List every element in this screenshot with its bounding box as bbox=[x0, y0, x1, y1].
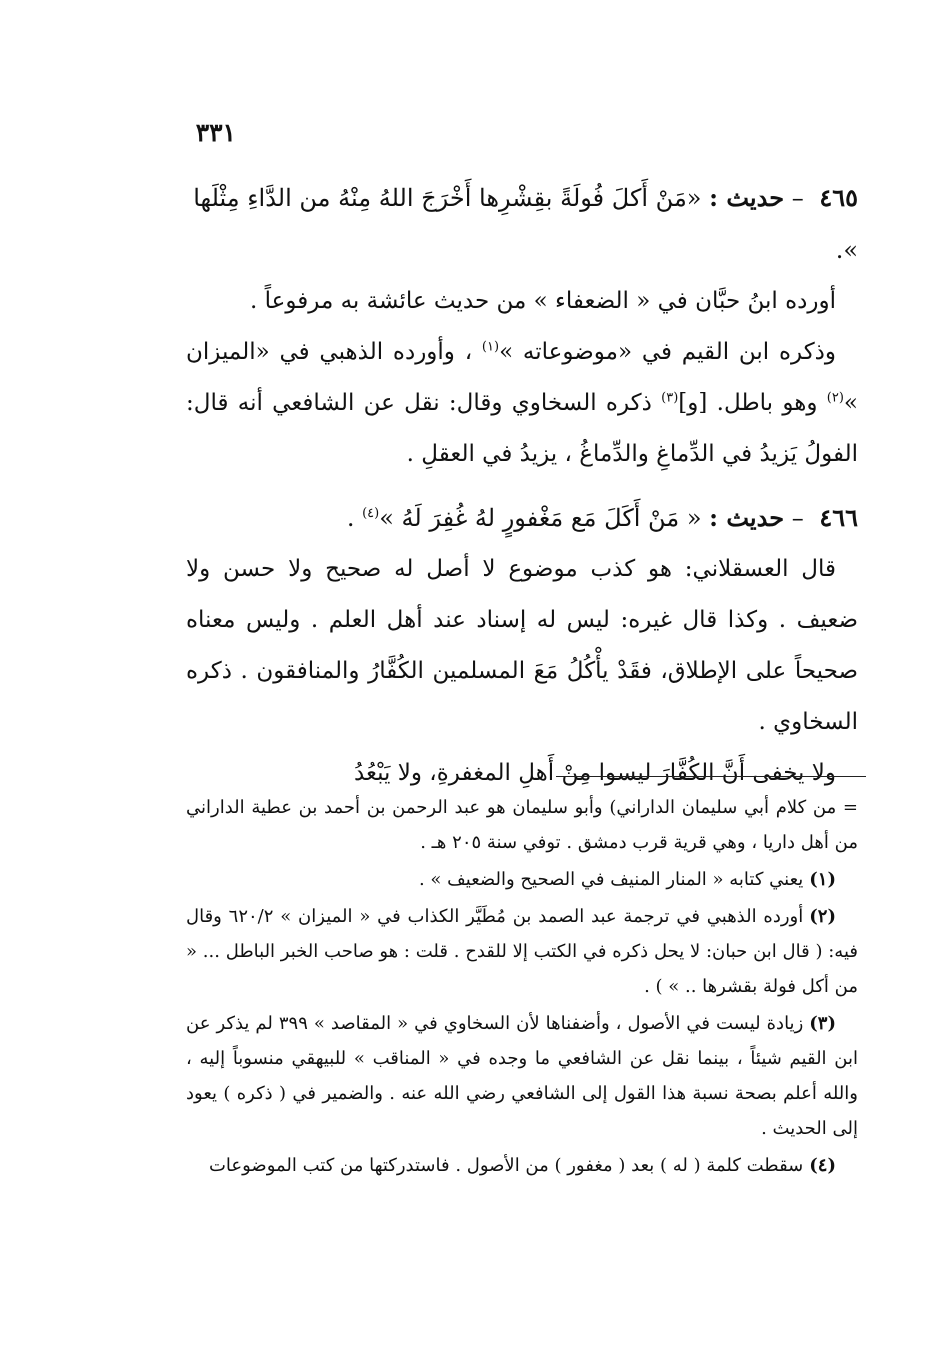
hadith-466-paragraph-2: ولا يخفى أَنَّ الكُفَّارَ ليسوا مِنْ أَهلِ المغفرةِ، ولا يَبْعُدُ bbox=[353, 760, 836, 786]
footnote-text: زيادة ليست في الأصول ، وأضفناها لأن السخاوي في « المقاصد » ٣٩٩ لم يذكر عن ابن القيم شيئاً ، بينما نقل عن الشافعي ما وجده في « المناقب » للبيهقي منسوباً إليه ، والله أعلم بصحة نسبة هذا القول إلى الشافعي رضي الله عنه . والضمير في ( ذكره ) يعود إلى الحديث . bbox=[186, 1013, 858, 1139]
hadith-keyword: حديث : bbox=[709, 503, 785, 532]
footnote-text: أورده الذهبي في ترجمة عبد الصمد بن مُطَيَّر الكذاب في « الميزان » ٦٢٠/٢ وقال فيه: ( قال ابن حبان: لا يحل ذكره في الكتب إلا للقدح . قلت : هو صاحب الخبر الباطل ... « من أكل فولة بقشرها .. » ) . bbox=[186, 906, 858, 997]
hadith-number: ٤٦٦ bbox=[819, 503, 858, 532]
text-run: ذكره السخاوي وقال: نقل عن الشافعي أنه قال: الفولُ يَزيدُ في الدِّماغِ والدِّماغُ ، يزيدُ في العقلِ . bbox=[186, 390, 858, 467]
hadith-466-heading bbox=[186, 492, 858, 544]
footnote-2 bbox=[186, 899, 858, 1004]
text-run: وهو باطل. [و] bbox=[678, 390, 827, 416]
hadith-466-paragraph-1: قال العسقلاني: هو كذب موضوع لا أصل له صحيح ولا حسن ولا ضعيف . وكذا قال غيره: ليس له إسناد عند أهل العلم . وليس معناه صحيحاً على الإطلاق، فقَدْ يأْكُلُ مَعَ المسلمين الكُفَّارُ والمنافقون . ذكره السخاوي . bbox=[186, 556, 859, 735]
hadith-tail: . bbox=[346, 504, 363, 532]
footnote-ref-3: (٣) bbox=[661, 390, 679, 406]
footnote-ref-1: (١) bbox=[481, 339, 500, 355]
hadith-text: « مَنْ أَكَلَ مَع مَغْفورٍ لهُ غُفِرَ لَهُ » bbox=[379, 504, 702, 532]
footnote-1 bbox=[186, 862, 858, 897]
page-number: ٣٣١ bbox=[195, 118, 236, 147]
hadith-keyword: حديث : bbox=[709, 183, 785, 212]
hadith-dash: – bbox=[791, 184, 804, 212]
text-run: وذكره ابن القيم في «موضوعاته » bbox=[499, 339, 836, 365]
hadith-465-paragraph-2 bbox=[186, 327, 858, 480]
hadith-number: ٤٦٥ bbox=[819, 183, 858, 212]
hadith-465-paragraph-1: أورده ابنُ حبَّان في « الضعفاء » من حديث عائشة به مرفوعاً . bbox=[250, 288, 836, 314]
footnote-text: سقطت كلمة ( له ) بعد ( مغفور ) من الأصول . فاستدركتها من كتب الموضوعات bbox=[208, 1155, 804, 1176]
footnote-marker: (١) bbox=[809, 869, 836, 890]
footnotes bbox=[186, 790, 858, 1185]
hadith-dash: – bbox=[791, 504, 804, 532]
footnote-ref-4: (٤) bbox=[362, 506, 380, 521]
footnote-marker: (٢) bbox=[809, 906, 836, 927]
footnote-text: = من كلام أبي سليمان الداراني) وأبو سليمان هو عبد الرحمن بن أحمد بن عطية الداراني من أهل داريا ، وهي قرية قرب دمشق . توفي سنة ٢٠٥ هـ . bbox=[186, 797, 858, 853]
footnote-3 bbox=[186, 1006, 858, 1146]
hadith-465-heading bbox=[186, 172, 858, 276]
footnote-marker: (٣) bbox=[809, 1013, 836, 1034]
footnote-marker: (٤) bbox=[809, 1155, 836, 1176]
footnote-ref-2: (٢) bbox=[826, 390, 844, 406]
footnote-text: يعني كتابه « المنار المنيف في الصحيح والضعيف » . bbox=[418, 869, 804, 890]
footnote-4 bbox=[186, 1148, 858, 1183]
footnote-separator bbox=[556, 776, 866, 777]
text-run: ، وأورده الذهبي في «الميزان » bbox=[186, 339, 858, 416]
main-text bbox=[186, 172, 858, 799]
hadith-text: «مَنْ أَكلَ فُولَةً بقِشْرِها أَخْرَجَ اللهُ مِنْهُ من الدَّاءِ مِثْلَها ». bbox=[193, 184, 858, 264]
footnote-continuation bbox=[186, 790, 858, 860]
